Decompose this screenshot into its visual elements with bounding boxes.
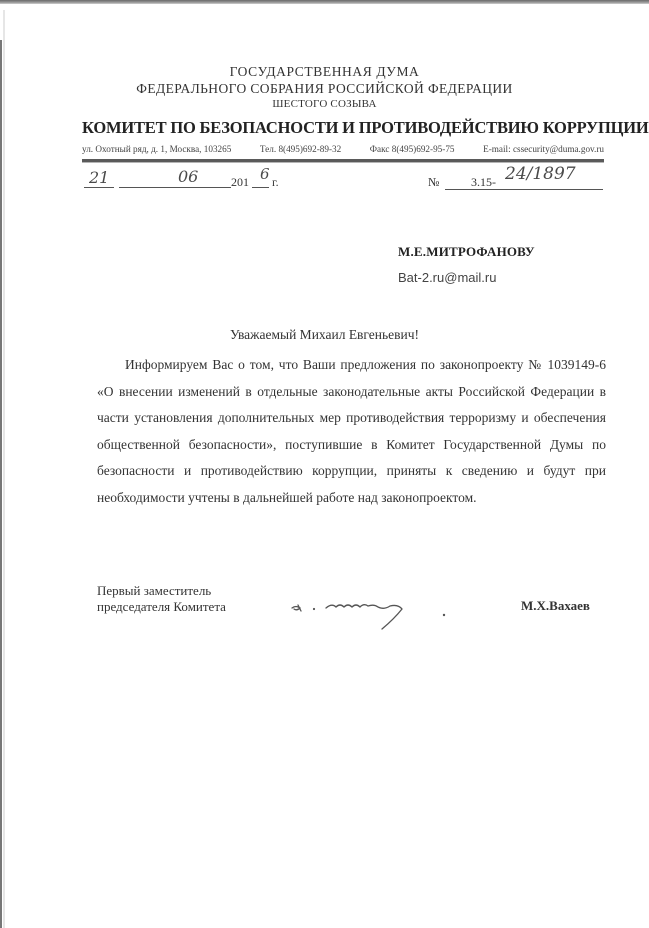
contact-phone: Тел. 8(495)692-89-32 bbox=[259, 144, 342, 154]
letterhead-contacts bbox=[82, 144, 604, 154]
recipient-email: Bat-2.ru@mail.ru bbox=[398, 270, 497, 285]
signatory-title-line-1: Первый заместитель bbox=[97, 583, 212, 598]
contact-fax: Факс 8(495)692-95-75 bbox=[369, 144, 455, 154]
page-top-border bbox=[0, 0, 649, 4]
salutation: Уважаемый Михаил Евгеньевич! bbox=[229, 327, 420, 342]
year-underline bbox=[252, 187, 269, 188]
signatory-name: М.Х.Вахаев bbox=[521, 598, 590, 613]
date-year-suffix: 6 bbox=[260, 165, 270, 183]
recipient-name: М.Е.МИТРОФАНОВУ bbox=[398, 244, 535, 259]
month-underline bbox=[119, 187, 231, 188]
letterhead-line-3: ШЕСТОГО СОЗЫВА bbox=[272, 98, 377, 110]
handwritten-signature bbox=[288, 588, 458, 633]
letterhead-rule-shadow bbox=[82, 162, 604, 163]
letterhead-line-1: ГОСУДАРСТВЕННАЯ ДУМА bbox=[229, 64, 420, 79]
page-left-border bbox=[0, 40, 2, 928]
reg-number-handwritten: 24/1897 bbox=[505, 164, 576, 184]
letterhead-line-2: ФЕДЕРАЛЬНОГО СОБРАНИЯ РОССИЙСКОЙ ФЕДЕРАЦИИ bbox=[136, 81, 513, 96]
contact-email: E-mail: cssecurity@duma.gov.ru bbox=[483, 144, 604, 154]
reg-number-label: № bbox=[428, 175, 440, 189]
reg-number-prefix: 3.15- bbox=[471, 175, 496, 189]
reg-number-underline bbox=[445, 189, 603, 190]
date-year-unit: г. bbox=[272, 175, 279, 189]
date-year-prefix: 201 bbox=[231, 175, 249, 189]
committee-title: КОМИТЕТ ПО БЕЗОПАСНОСТИ И ПРОТИВОДЕЙСТВИЮ КОРРУПЦИИ bbox=[82, 118, 649, 137]
letter-body: Информируем Вас о том, что Ваши предложения по законопроекту № 1039149-6 «О внесении изменений в отдельные законодательные акты Российской Федерации в части установления дополнительных мер противодействия терроризму и обеспечения общественной безопасности», поступившие в Комитет Государственной Думы по безопасности и противодействию коррупции, приняты к сведению и будут при необходимости учтены в дальнейшей работе над законопроектом. bbox=[97, 357, 606, 505]
signatory-title bbox=[97, 583, 226, 615]
signatory-title-line-2: председателя Комитета bbox=[97, 599, 226, 614]
date-day: 21 bbox=[89, 168, 110, 187]
contact-address: ул. Охотный ряд, д. 1, Москва, 103265 bbox=[82, 144, 232, 154]
day-underline bbox=[84, 187, 114, 188]
page-left-shadow bbox=[3, 10, 5, 928]
date-month: 06 bbox=[178, 167, 199, 186]
